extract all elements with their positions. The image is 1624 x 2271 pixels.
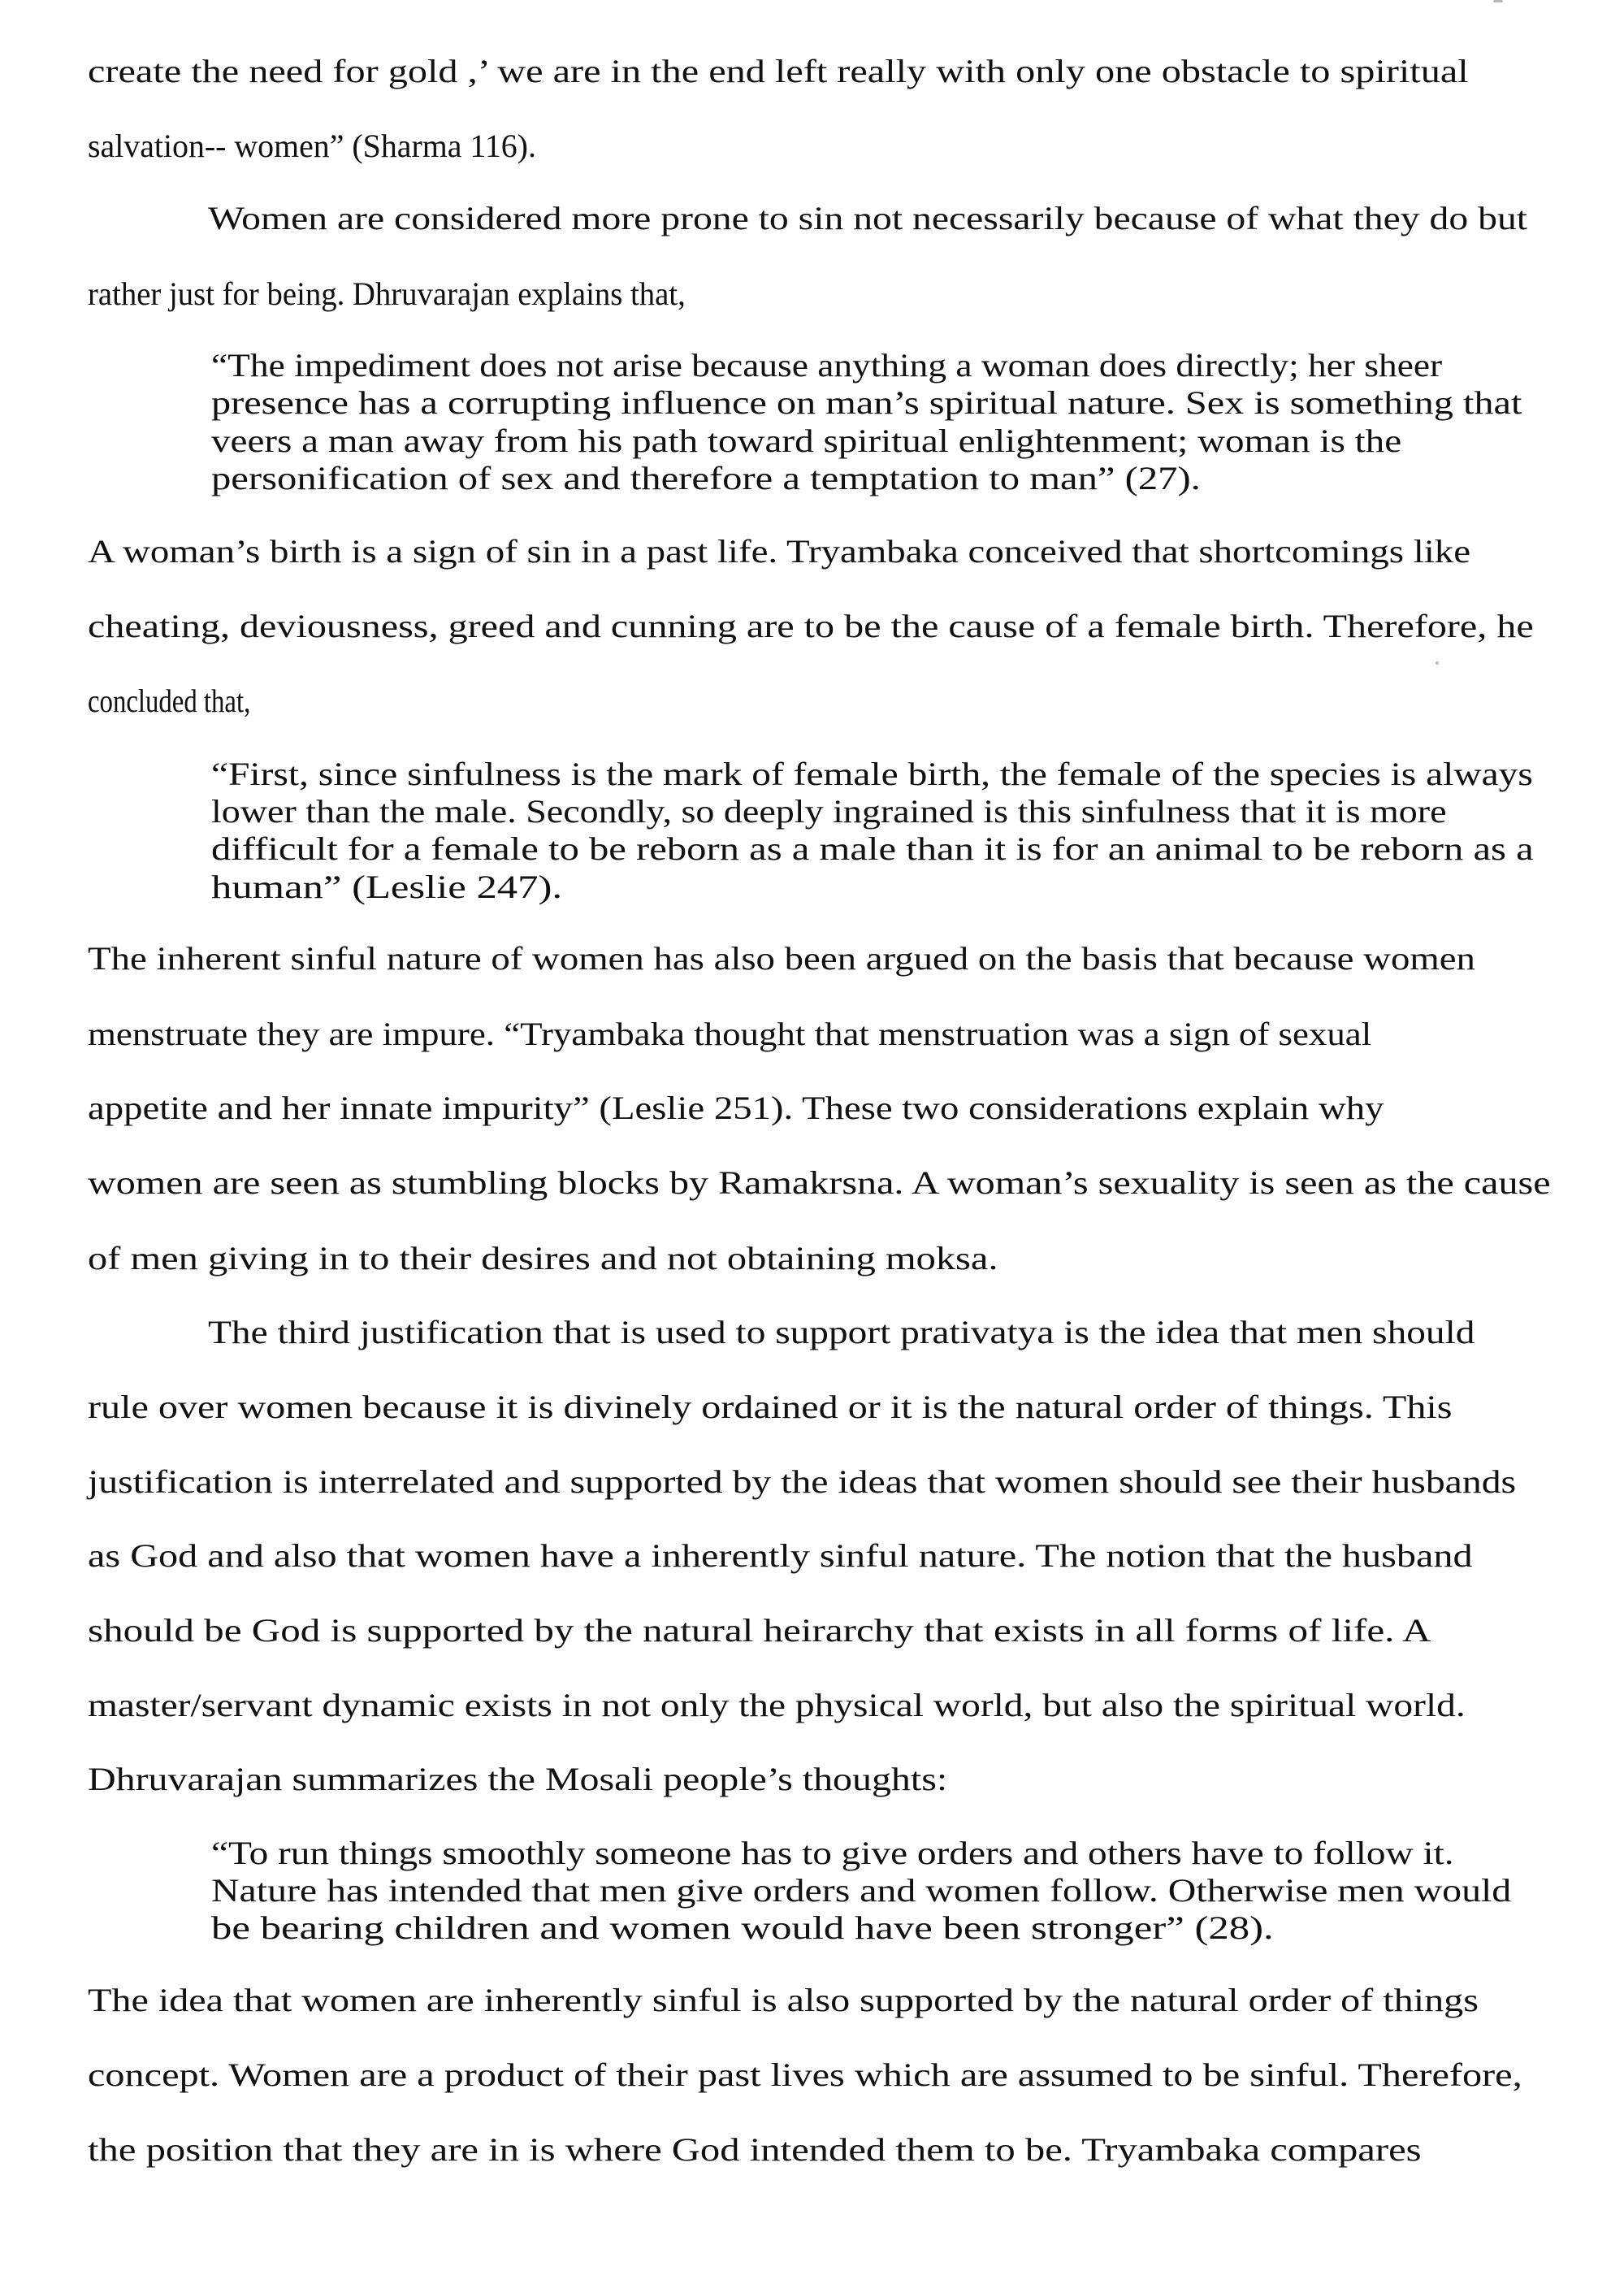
quote-line: presence has a corrupting influence on man’s spiritual nature. Sex is something that	[211, 384, 1522, 421]
text-line: justification is interrelated and supported by the ideas that women should see their husbands	[88, 1463, 1517, 1500]
text-line: master/servant dynamic exists in not only the physical world, but also the spiritual world.	[88, 1687, 1466, 1723]
quote-line: “The impediment does not arise because anything a woman does directly; her sheer	[211, 347, 1443, 384]
quote-line: “First, since sinfulness is the mark of female birth, the female of the species is always	[211, 756, 1533, 792]
text-line: appetite and her innate impurity” (Leslie 251). These two considerations explain why	[88, 1090, 1384, 1126]
text-line: The idea that women are inherently sinful is also supported by the natural order of things	[88, 1982, 1479, 2018]
text-line: rather just for being. Dhruvarajan explains that,	[88, 275, 686, 312]
text-line: concept. Women are a product of their past lives which are assumed to be sinful. Therefore,	[88, 2056, 1522, 2093]
text-line: The inherent sinful nature of women has also been argued on the basis that because women	[88, 940, 1475, 977]
quote-line: human” (Leslie 247).	[211, 869, 562, 905]
text-line: Dhruvarajan summarizes the Mosali people’s thoughts:	[88, 1761, 948, 1797]
quote-line: Nature has intended that men give orders and women follow. Otherwise men would	[211, 1872, 1512, 1909]
text-line: create the need for gold ,’ we are in the end left really with only one obstacle to spiritual	[88, 53, 1469, 89]
quote-line: veers a man away from his path toward spiritual enlightenment; woman is the	[211, 423, 1402, 459]
quote-line: “To run things smoothly someone has to give orders and others have to follow it.	[211, 1835, 1454, 1871]
text-line: of men giving in to their desires and not obtaining moksa.	[88, 1240, 998, 1276]
text-line: rule over women because it is divinely ordained or it is the natural order of things. This	[88, 1389, 1453, 1425]
text-line: women are seen as stumbling blocks by Ramakrsna. A woman’s sexuality is seen as the cause	[88, 1164, 1551, 1201]
text-line: The third justification that is used to support prativatya is the idea that men should	[208, 1314, 1475, 1350]
text-line: concluded that,	[88, 683, 251, 719]
quote-line: personification of sex and therefore a temptation to man” (27).	[211, 460, 1201, 496]
text-line: cheating, deviousness, greed and cunning are to be the cause of a female birth. Therefore, he	[88, 608, 1534, 644]
quote-line: lower than the male. Secondly, so deeply ingrained is this sinfulness that it is more	[211, 793, 1447, 830]
text-line: should be God is supported by the natural heirarchy that exists in all forms of life. A	[88, 1612, 1431, 1649]
text-line: as God and also that women have a inherently sinful nature. The notion that the husband	[88, 1537, 1473, 1574]
text-line: Women are considered more prone to sin not necessarily because of what they do but	[208, 200, 1528, 236]
text-line: salvation-- women” (Sharma 116).	[88, 128, 536, 164]
quote-line: difficult for a female to be reborn as a male than it is for an animal to be reborn as a	[211, 830, 1534, 867]
quote-line: be bearing children and women would have been stronger” (28).	[211, 1909, 1274, 1946]
text-line: menstruate they are impure. “Tryambaka thought that menstruation was a sign of sexual	[88, 1016, 1372, 1052]
text-line: A woman’s birth is a sign of sin in a past life. Tryambaka conceived that shortcomings like	[88, 533, 1471, 570]
scan-mark	[1493, 0, 1503, 2]
text-line: the position that they are in is where God intended them to be. Tryambaka compares	[88, 2131, 1422, 2168]
scan-dot	[1436, 661, 1439, 665]
